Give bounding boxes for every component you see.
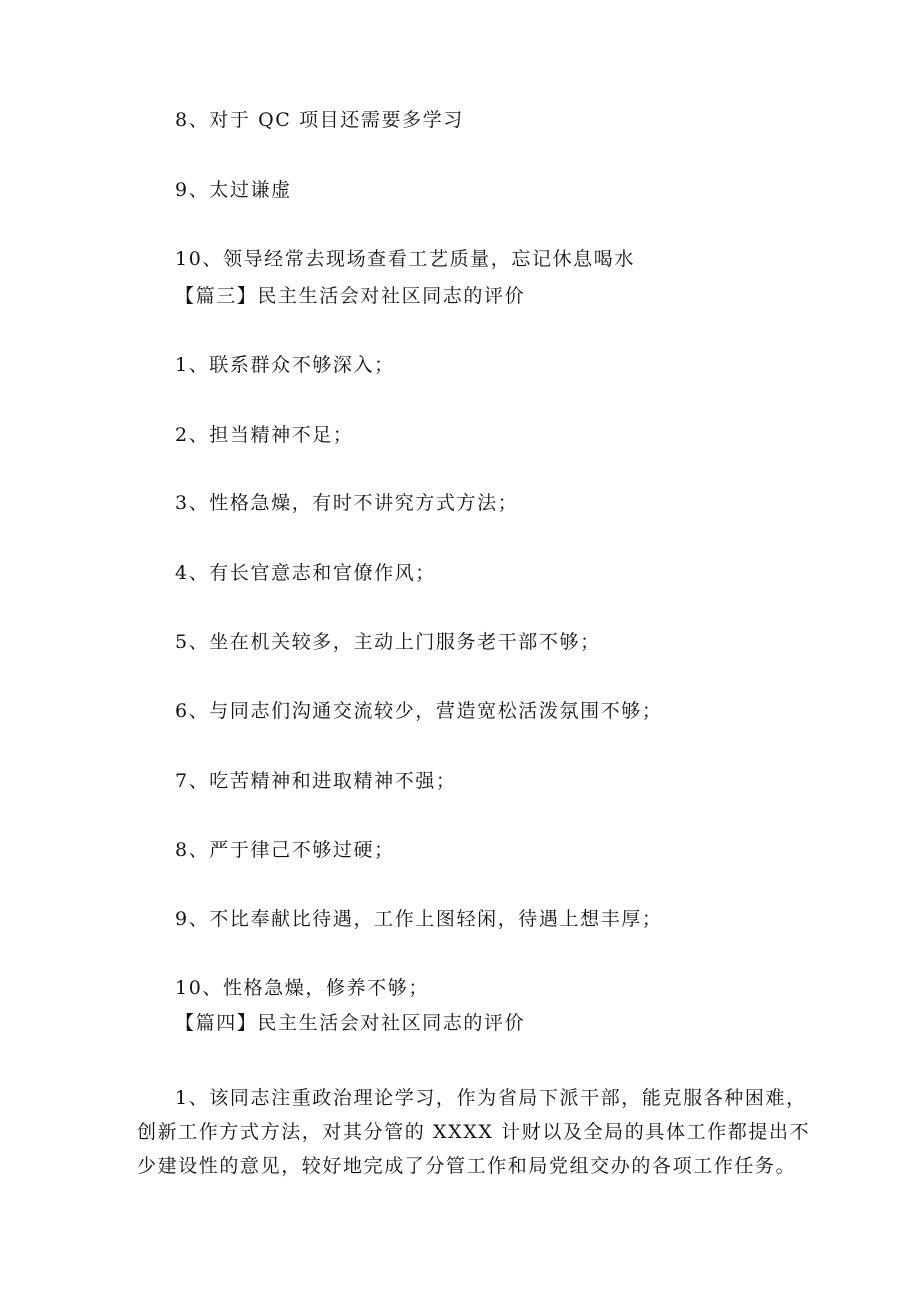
list-item: 7、吃苦精神和进取精神不强； bbox=[175, 770, 457, 792]
list-item: 6、与同志们沟通交流较少，营造宽松活泼氛围不够； bbox=[175, 700, 663, 722]
list-item: 1、联系群众不够深入； bbox=[175, 354, 395, 376]
list-item: 8、严于律己不够过硬； bbox=[175, 839, 395, 861]
paragraph-line: 少建设性的意见，较好地完成了分管工作和局党组交办的各项工作任务。 bbox=[137, 1155, 797, 1177]
section-heading: 【篇四】民主生活会对社区同志的评价 bbox=[175, 1012, 526, 1034]
body-paragraph bbox=[137, 1081, 817, 1183]
list-item: 10、领导经常去现场查看工艺质量，忘记休息喝水 bbox=[175, 248, 635, 270]
list-item: 8、对于 QC 项目还需要多学习 bbox=[175, 109, 464, 131]
paragraph-line: 1、该同志注重政治理论学习，作为省局下派干部，能克服各种困难， bbox=[175, 1087, 807, 1109]
list-item: 3、性格急燥，有时不讲究方式方法； bbox=[175, 492, 519, 514]
list-item: 9、不比奉献比待遇，工作上图轻闲，待遇上想丰厚； bbox=[175, 908, 663, 930]
list-item: 10、性格急燥，修养不够； bbox=[175, 977, 429, 999]
list-item: 4、有长官意志和官僚作风； bbox=[175, 562, 436, 584]
paragraph-line: 创新工作方式方法，对其分管的 XXXX 计财以及全局的具体工作都提出不 bbox=[137, 1121, 811, 1143]
section-heading: 【篇三】民主生活会对社区同志的评价 bbox=[175, 285, 526, 307]
list-item: 5、坐在机关较多，主动上门服务老干部不够； bbox=[175, 631, 601, 653]
list-item: 2、担当精神不足； bbox=[175, 424, 354, 446]
list-item: 9、太过谦虚 bbox=[175, 179, 292, 201]
